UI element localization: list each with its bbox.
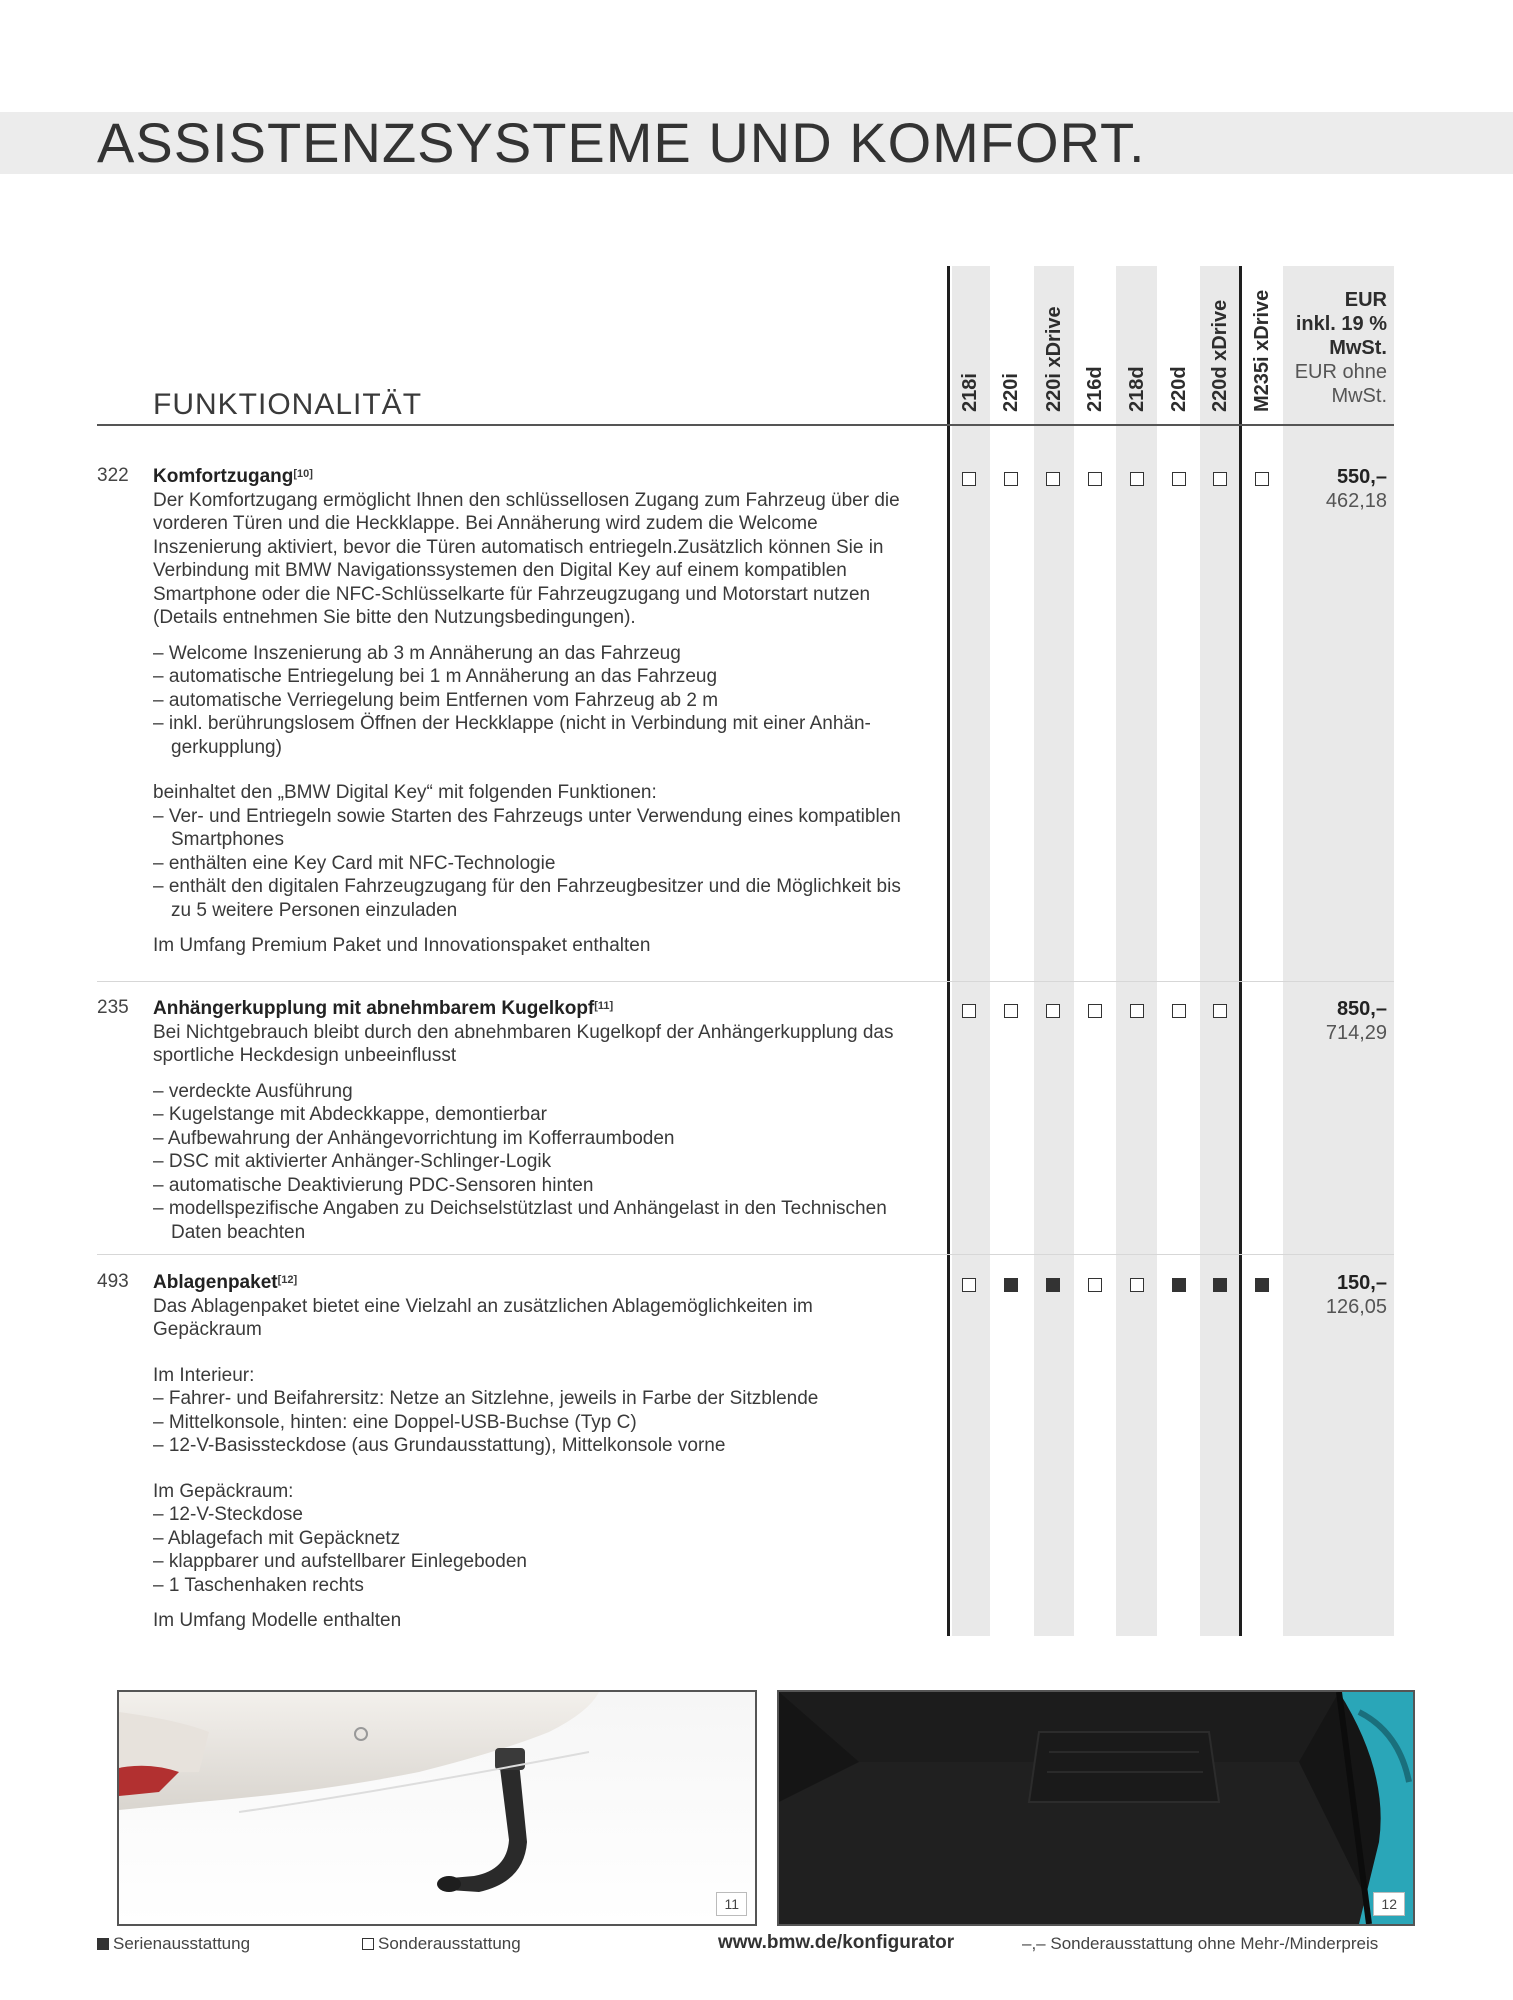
price <box>1283 997 1387 1045</box>
list-item: – Aufbewahrung der Anhängevorrichtung im Kofferraumboden <box>153 1127 923 1151</box>
price-incl-vat: 550,– <box>1336 466 1387 488</box>
towbar-illustration <box>119 1692 755 1924</box>
list-item: – 12-V-Steckdose <box>153 1503 923 1527</box>
list-item: – Fahrer- und Beifahrersitz: Netze an Sitzlehne, jeweils in Farbe der Sitzblende <box>153 1387 923 1411</box>
configurator-link[interactable]: www.bmw.de/konfigurator <box>718 1932 955 1953</box>
luggage-illustration <box>779 1692 1413 1924</box>
list-item: – Ablagefach mit Gepäcknetz <box>153 1527 923 1551</box>
feature-list <box>153 1080 923 1245</box>
list-item: – Mittelkonsole, hinten: eine Doppel-USB-Buchse (Typ C) <box>153 1411 923 1435</box>
feature-list <box>153 642 923 760</box>
list-item: – automatische Deaktivierung PDC-Sensoren hinten <box>153 1174 923 1198</box>
optional-equipment-mark <box>1004 472 1018 486</box>
price-excl-vat: 714,29 <box>1325 1022 1387 1044</box>
price-excl-vat: 462,18 <box>1325 490 1387 512</box>
row-divider <box>97 1254 1394 1255</box>
price-incl-vat: 850,– <box>1336 998 1387 1020</box>
luggage-heading: Im Gepäckraum: <box>153 1480 294 1502</box>
footnote-ref: [11] <box>594 1000 614 1012</box>
list-item: – Ver- und Entriegeln sowie Starten des Fahrzeugs unter Verwendung eines kompatiblen Smartphones <box>153 805 923 852</box>
standard-equipment-mark <box>1004 1278 1018 1292</box>
option-description: Bei Nichtgebrauch bleibt durch den abnehmbaren Kugelkopf der Anhängerkupplung das sportliche Heckdesign unbeeinflusst <box>153 1021 894 1066</box>
model-label-220d: 220d <box>1168 366 1190 412</box>
list-item: – 1 Taschenhaken rechts <box>153 1574 923 1598</box>
optional-equipment-mark <box>962 1004 976 1018</box>
model-label-216d: 216d <box>1084 366 1106 412</box>
column-divider-left <box>947 266 950 1636</box>
list-item: – enthälten eine Key Card mit NFC-Technologie <box>153 852 923 876</box>
optional-equipment-mark <box>1172 1004 1186 1018</box>
footnote-ref: [10] <box>293 468 313 480</box>
price-incl-vat: 150,– <box>1336 1272 1387 1294</box>
footnote-ref: [12] <box>277 1274 298 1286</box>
option-code: 322 <box>97 465 129 486</box>
optional-equipment-mark <box>1046 1004 1060 1018</box>
model-label-m235i-xdrive: M235i xDrive <box>1251 289 1273 412</box>
feature-list <box>153 805 923 923</box>
towbar-photo <box>117 1690 757 1926</box>
option-name: Komfortzugang <box>153 466 294 487</box>
optional-equipment-mark <box>1088 1004 1102 1018</box>
optional-equipment-mark <box>1004 1004 1018 1018</box>
luggage-compartment-photo <box>777 1690 1415 1926</box>
page-title: ASSISTENZSYSTEME UND KOMFORT. <box>97 111 1146 174</box>
list-item: – modellspezifische Angaben zu Deichselstützlast und Anhängelast in den Technischen Daten beachten <box>153 1197 923 1244</box>
model-label-220i-xdrive: 220i xDrive <box>1043 306 1065 412</box>
package-note: Im Umfang Modelle enthalten <box>153 1610 402 1631</box>
standard-equipment-mark <box>1255 1278 1269 1292</box>
option-code: 235 <box>97 997 129 1018</box>
price <box>1283 1271 1387 1319</box>
list-item: – DSC mit aktivierter Anhänger-Schlinger-Logik <box>153 1150 923 1174</box>
list-item: – verdeckte Ausführung <box>153 1080 923 1104</box>
optional-equipment-mark <box>1130 1278 1144 1292</box>
optional-equipment-mark <box>962 472 976 486</box>
optional-equipment-mark <box>962 1278 976 1292</box>
interior-heading: Im Interieur: <box>153 1364 255 1386</box>
feature-list <box>153 1503 923 1597</box>
optional-equipment-mark <box>1130 472 1144 486</box>
optional-equipment-mark <box>1213 1004 1227 1018</box>
section-heading: FUNKTIONALITÄT <box>153 388 423 421</box>
optional-equipment-mark <box>1130 1004 1144 1018</box>
digital-key-intro: beinhaltet den „BMW Digital Key“ mit folgenden Funktionen: <box>153 782 657 803</box>
standard-equipment-mark <box>1213 1278 1227 1292</box>
list-item: – automatische Entriegelung bei 1 m Annäherung an das Fahrzeug <box>153 665 923 689</box>
list-item: – Welcome Inszenierung ab 3 m Annäherung an das Fahrzeug <box>153 642 923 666</box>
model-label-220d-xdrive: 220d xDrive <box>1209 299 1231 412</box>
optional-equipment-mark <box>1088 1278 1102 1292</box>
empty-square-icon <box>362 1938 374 1950</box>
price <box>1283 465 1387 513</box>
legend-optional: Sonderausstattung <box>362 1934 521 1954</box>
row-divider <box>97 981 1394 982</box>
model-label-218i: 218i <box>959 373 981 412</box>
option-content <box>153 465 923 958</box>
image-number: 11 <box>716 1892 747 1916</box>
list-item: – enthält den digitalen Fahrzeugzugang für den Fahrzeugbesitzer und die Möglichkeit bis zu 5 weitere Personen einzuladen <box>153 875 923 922</box>
header-rule <box>97 424 1394 426</box>
image-number: 12 <box>1373 1892 1405 1916</box>
standard-equipment-mark <box>1172 1278 1186 1292</box>
legend-standard: Serienausstattung <box>97 1934 250 1954</box>
option-content <box>153 997 923 1244</box>
option-content <box>153 1271 923 1633</box>
option-description: Der Komfortzugang ermöglicht Ihnen den schlüssellosen Zugang zum Fahrzeug über die vorderen Türen und die Heckklappe. Bei Annäherung wird zudem die Welcome Inszenierung aktiviert, bevor die Türen automatisch entriegeln.Zusätzlich können Sie in Verbindung mit BMW Navigationssystemen den Digital Key auf einem kompatiblen Smartphone oder die NFC-Schlüsselkarte für Fahrzeugzugang und Motorstart nutzen (Details entnehmen Sie bitte den Nutzungsbedingungen). <box>153 489 900 628</box>
legend-no-price: –,– Sonderausstattung ohne Mehr-/Minderpreis <box>1022 1934 1379 1953</box>
feature-list <box>153 1387 923 1458</box>
optional-equipment-mark <box>1255 472 1269 486</box>
optional-equipment-mark <box>1046 472 1060 486</box>
list-item: – 12-V-Basissteckdose (aus Grundausstattung), Mittelkonsole vorne <box>153 1434 923 1458</box>
package-note: Im Umfang Premium Paket und Innovationspaket enthalten <box>153 935 651 956</box>
list-item: – Kugelstange mit Abdeckkappe, demontierbar <box>153 1103 923 1127</box>
list-item: – inkl. berührungslosem Öffnen der Heckklappe (nicht in Verbindung mit einer Anhän-gerkupplung) <box>153 712 923 759</box>
standard-equipment-mark <box>1046 1278 1060 1292</box>
option-name: Ablagenpaket <box>153 1272 278 1293</box>
list-item: – klappbarer und aufstellbarer Einlegeboden <box>153 1550 923 1574</box>
model-label-218d: 218d <box>1126 366 1148 412</box>
column-divider-right <box>1239 266 1242 1636</box>
option-code: 493 <box>97 1271 129 1292</box>
price-column-header: EUR inkl. 19 % MwSt. EUR ohne MwSt. <box>1294 289 1387 407</box>
option-name: Anhängerkupplung mit abnehmbarem Kugelkopf <box>153 998 595 1019</box>
list-item: – automatische Verriegelung beim Entfernen vom Fahrzeug ab 2 m <box>153 689 923 713</box>
model-label-220i: 220i <box>1000 373 1022 412</box>
optional-equipment-mark <box>1213 472 1227 486</box>
price-excl-vat: 126,05 <box>1325 1296 1387 1318</box>
filled-square-icon <box>97 1938 109 1950</box>
option-description: Das Ablagenpaket bietet eine Vielzahl an zusätzlichen Ablagemöglichkeiten im Gepäckraum <box>153 1295 813 1340</box>
optional-equipment-mark <box>1172 472 1186 486</box>
optional-equipment-mark <box>1088 472 1102 486</box>
